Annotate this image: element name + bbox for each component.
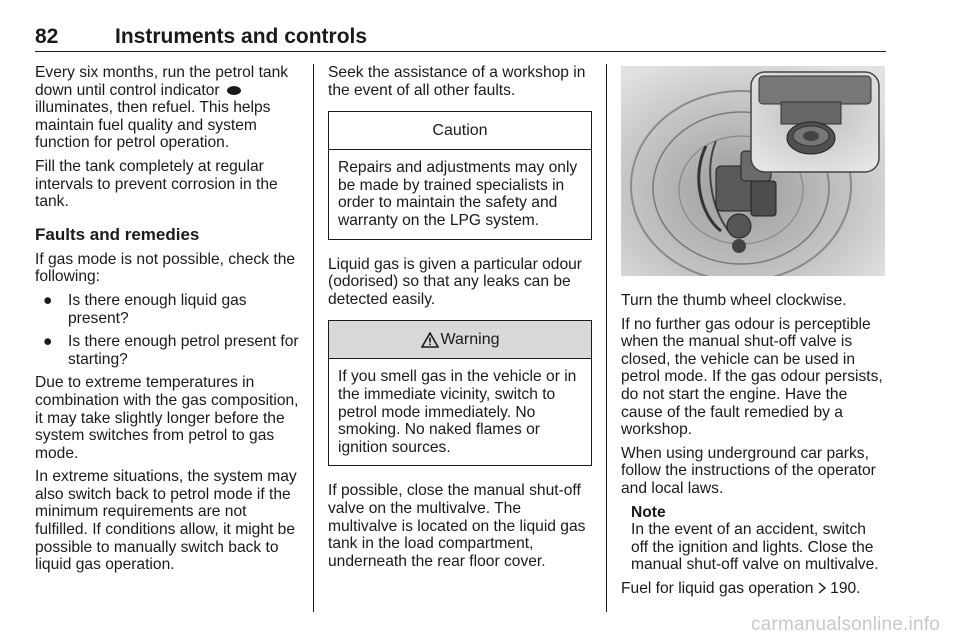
- multivalve-photo: [621, 66, 885, 276]
- column-2: [328, 64, 592, 576]
- caution-title: Caution: [329, 112, 591, 150]
- header-rule: [35, 51, 886, 52]
- paragraph-shutoff: If possible, close the manual shut-off valve on the multivalve. The multivalve is located on the liquid gas tank in the load compartment, underneath the rear floor cover.: [328, 482, 586, 570]
- paragraph-extreme: In extreme situations, the system may also switch back to petrol mode if the minimum requirements are not fulfilled. If conditions allow, it might be possible to manually switch back to liquid gas operation.: [35, 468, 297, 574]
- section-heading: Faults and remedies: [35, 224, 200, 244]
- list-item-text: Is there enough liquid gas present?: [68, 291, 247, 327]
- bullet-icon: ●: [43, 291, 53, 309]
- chapter-title: Instruments and controls: [115, 25, 368, 48]
- reference-page: 190.: [830, 579, 861, 597]
- note-title: Note: [631, 503, 666, 521]
- column-divider-1: [313, 64, 314, 612]
- fuel-indicator-icon: [227, 86, 241, 95]
- note-body: In the event of an accident, switch off the ignition and lights. Close the manual shut-off valve on multivalve.: [631, 521, 879, 574]
- paragraph-run-tank: [35, 64, 300, 152]
- list-item: [35, 292, 300, 327]
- paragraph-car-parks: When using underground car parks, follow the instructions of the operator and local laws.: [621, 444, 876, 497]
- page-number: 82: [35, 25, 59, 48]
- warning-body: If you smell gas in the vehicle or in the immediate vicinity, switch to petrol mode immediately. No smoking. No naked flames or ignition sources.: [338, 368, 577, 456]
- check-list: [35, 292, 300, 368]
- list-item: [35, 333, 300, 368]
- paragraph-workshop: Seek the assistance of a workshop in the event of all other faults.: [328, 64, 586, 99]
- warning-box: [328, 320, 592, 466]
- reference-text: Fuel for liquid gas operation: [621, 579, 814, 597]
- note-block: [621, 504, 887, 574]
- paragraph-odour: Liquid gas is given a particular odour (odorised) so that any leaks can be detected easily.: [328, 255, 582, 308]
- paragraph-temperatures: Due to extreme temperatures in combination with the gas composition, it may take slightly longer before the system switches from petrol to gas mode.: [35, 374, 299, 462]
- bullet-icon: ●: [43, 333, 53, 351]
- paragraph-text: illuminates, then refuel. This helps maintain fuel quality and system function for petrol operation.: [35, 99, 271, 152]
- column-1: [35, 64, 300, 580]
- page-reference-arrow-icon: [818, 582, 826, 594]
- paragraph-odour-check: If no further gas odour is perceptible when the manual shut-off valve is closed, the vehicle can be used in petrol mode. If the gas odour persists, do not start the engine. Have the cause of the fault remedied by a workshop.: [621, 315, 883, 439]
- paragraph-thumb-wheel: Turn the thumb wheel clockwise.: [621, 292, 847, 309]
- column-divider-2: [606, 64, 607, 612]
- caution-box: [328, 111, 592, 239]
- page-header: [35, 25, 885, 51]
- warning-title: Warning: [440, 331, 500, 349]
- warning-header: [329, 321, 591, 359]
- paragraph-fill-tank: Fill the tank completely at regular intervals to prevent corrosion in the tank.: [35, 157, 278, 211]
- warning-triangle-icon: [421, 332, 439, 348]
- column-3: [621, 64, 887, 604]
- list-item-text: Is there enough petrol present for starting?: [68, 333, 299, 368]
- caution-body: Repairs and adjustments may only be made by trained specialists in order to maintain the safety and warranty on the LPG system.: [338, 159, 578, 229]
- paragraph-check: If gas mode is not possible, check the following:: [35, 250, 296, 286]
- paragraph-text: Every six months, run the petrol tank down until control indicator: [35, 64, 289, 99]
- page-reference[interactable]: [621, 580, 887, 598]
- watermark: carmanualsonline.info: [750, 614, 940, 635]
